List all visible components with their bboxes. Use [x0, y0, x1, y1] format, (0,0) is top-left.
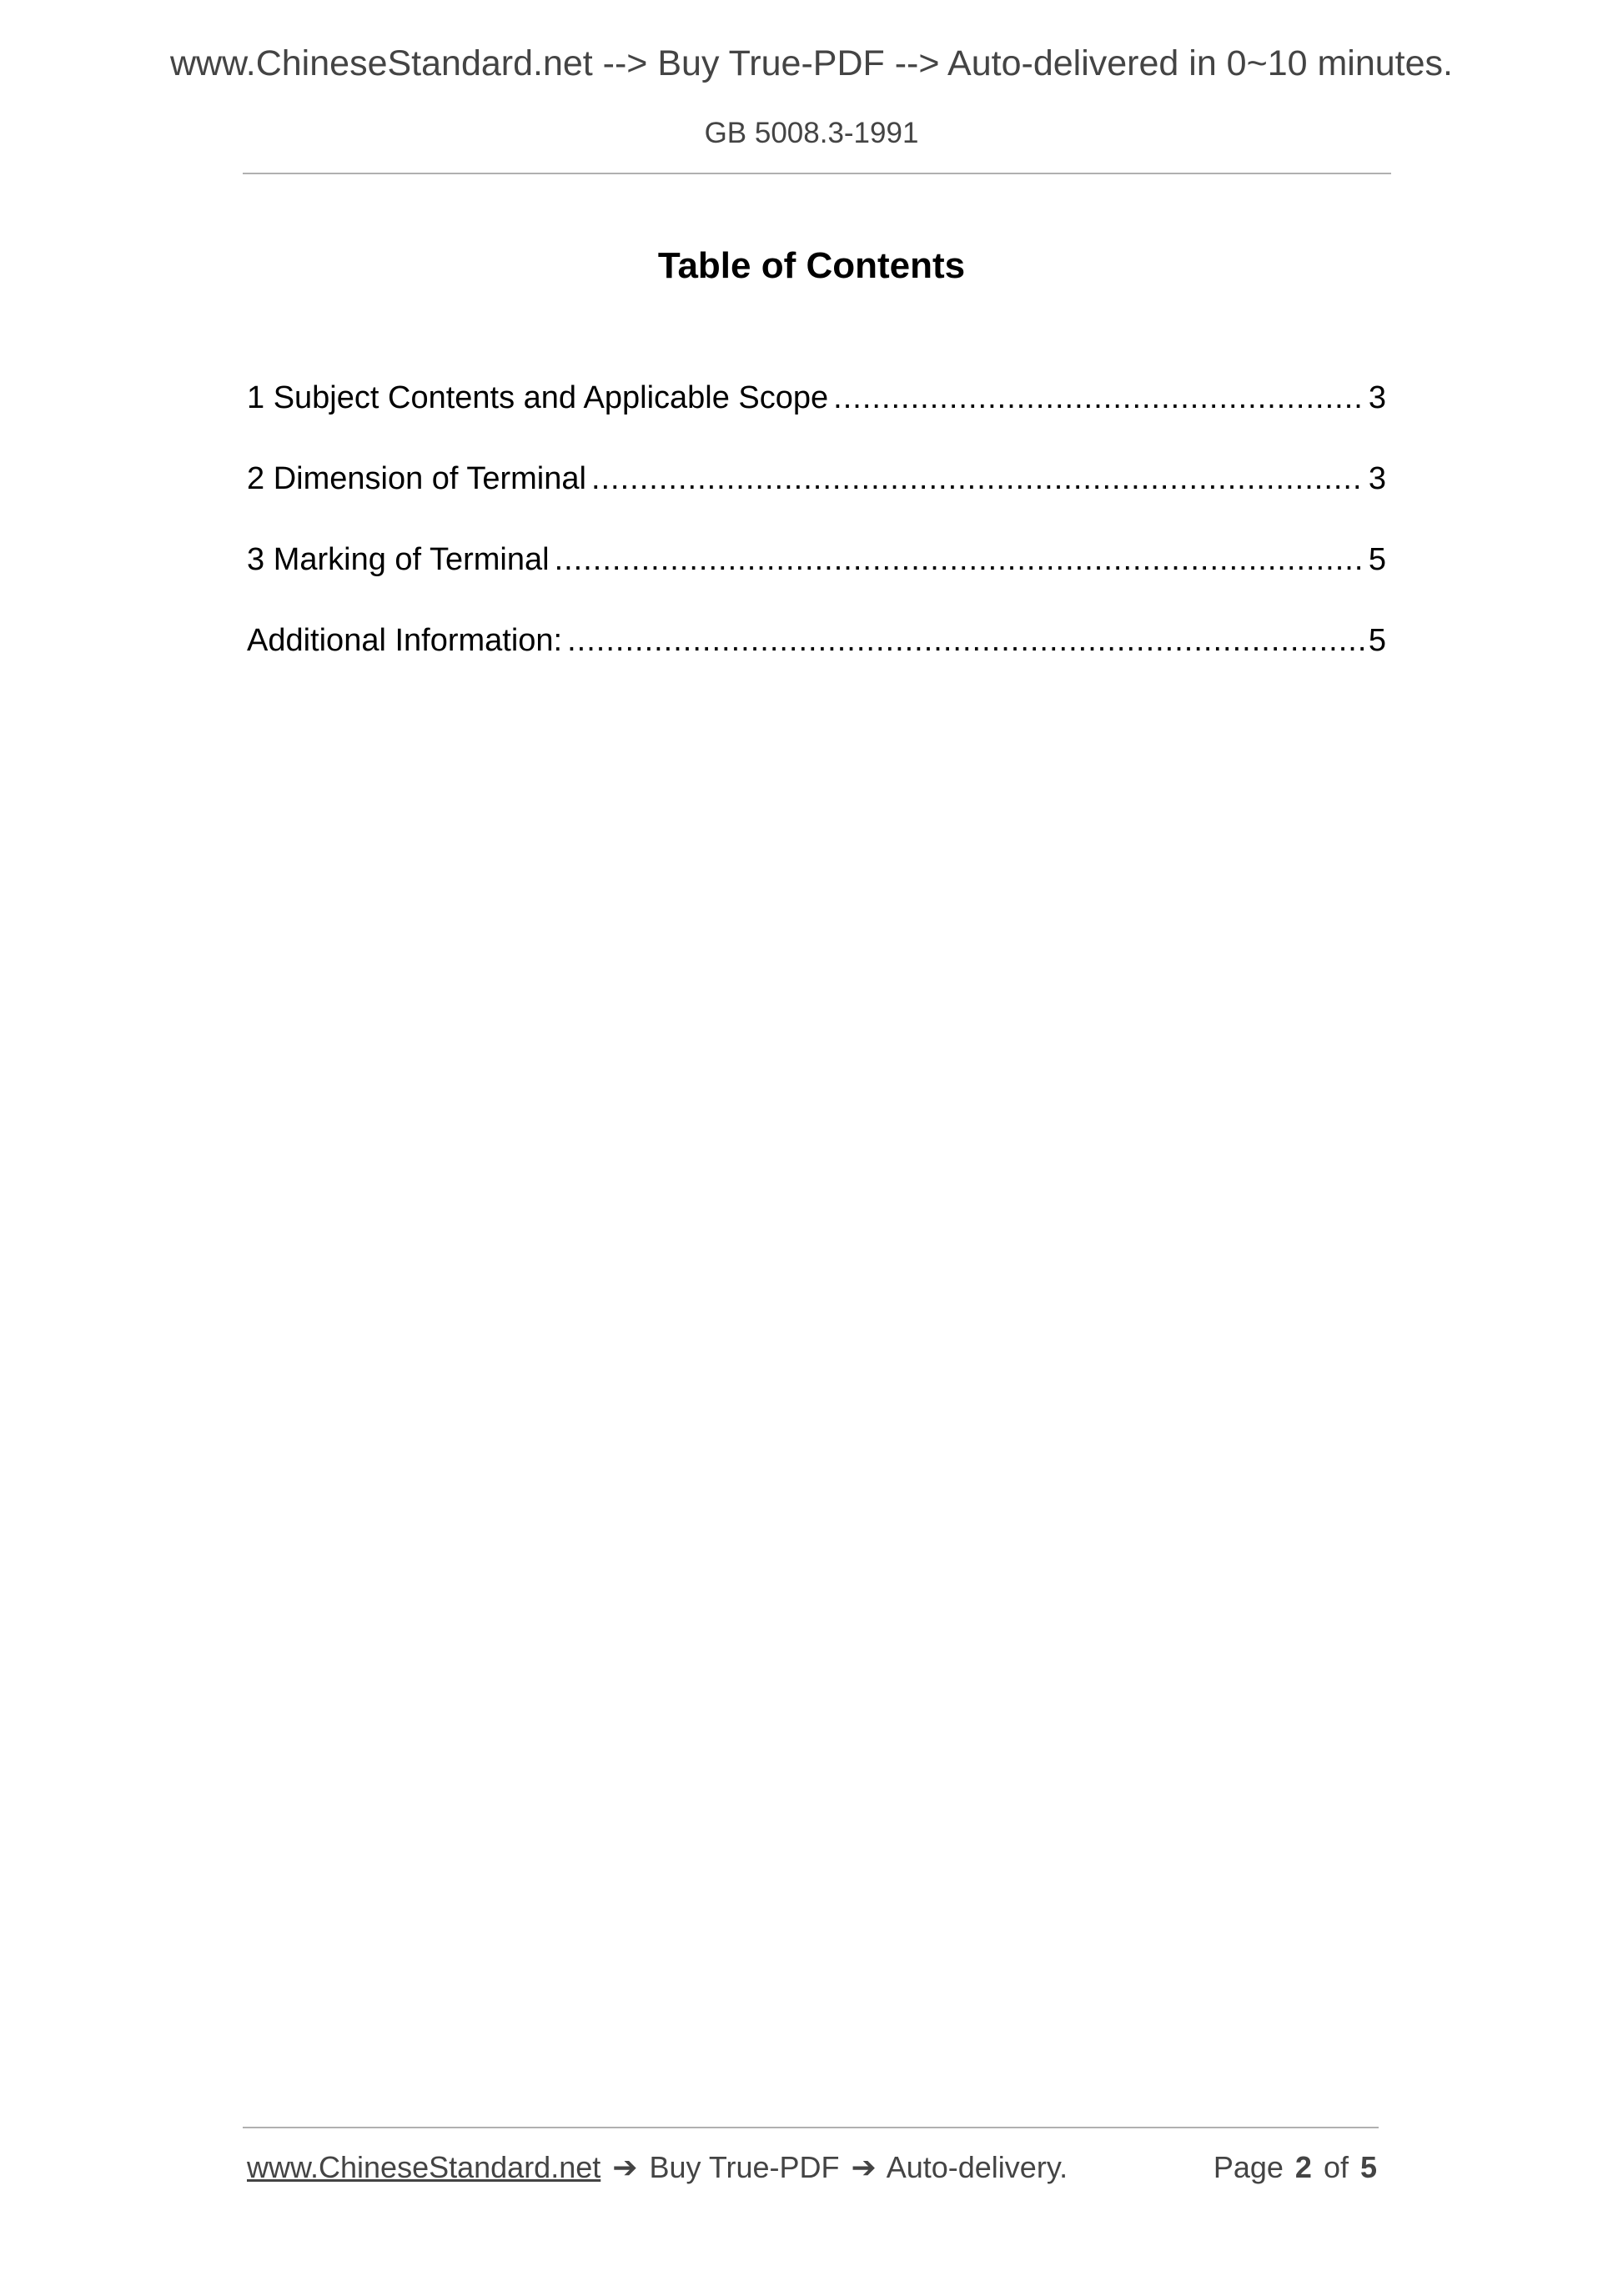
toc-dot-leader — [567, 623, 1364, 659]
page-total: 5 — [1359, 2150, 1377, 2184]
toc-entry[interactable] — [247, 380, 1386, 461]
right-arrow-icon: ➔ — [612, 2150, 638, 2184]
page-current: 2 — [1294, 2150, 1312, 2184]
footer-delivery-text: Auto-delivery. — [886, 2150, 1068, 2184]
toc-dot-leader — [833, 380, 1364, 416]
page-title: Table of Contents — [657, 245, 966, 286]
toc-entry-label: Additional Information: — [247, 623, 563, 658]
toc-entry-label: 1 Subject Contents and Applicable Scope — [247, 380, 829, 415]
toc-entry[interactable] — [247, 461, 1386, 542]
toc-entry-label: 3 Marking of Terminal — [247, 542, 550, 577]
footer-buy-text: Buy True-PDF — [649, 2150, 840, 2184]
toc-list — [247, 380, 1386, 704]
right-arrow-icon: ➔ — [851, 2150, 877, 2184]
header-divider — [243, 173, 1391, 174]
page-indicator — [1213, 2150, 1377, 2185]
toc-entry-page: 5 — [1368, 542, 1386, 577]
document-code: GB 5008.3-1991 — [704, 117, 919, 149]
page-of-label: of — [1323, 2150, 1349, 2184]
toc-entry-page: 5 — [1368, 623, 1386, 658]
toc-dot-leader — [555, 542, 1364, 578]
toc-dot-leader — [591, 461, 1364, 497]
top-banner: www.ChineseStandard.net --> Buy True-PDF --> Auto-delivered in 0~10 minutes. — [169, 43, 1453, 83]
toc-entry-page: 3 — [1368, 461, 1386, 496]
toc-entry-page: 3 — [1368, 380, 1386, 415]
footer-site-link[interactable]: www.ChineseStandard.net — [247, 2150, 601, 2184]
toc-entry[interactable] — [247, 542, 1386, 623]
footer-divider — [243, 2127, 1379, 2128]
page-label: Page — [1213, 2150, 1284, 2184]
toc-entry[interactable] — [247, 623, 1386, 704]
footer-left — [247, 2150, 1068, 2185]
toc-entry-label: 2 Dimension of Terminal — [247, 461, 586, 496]
